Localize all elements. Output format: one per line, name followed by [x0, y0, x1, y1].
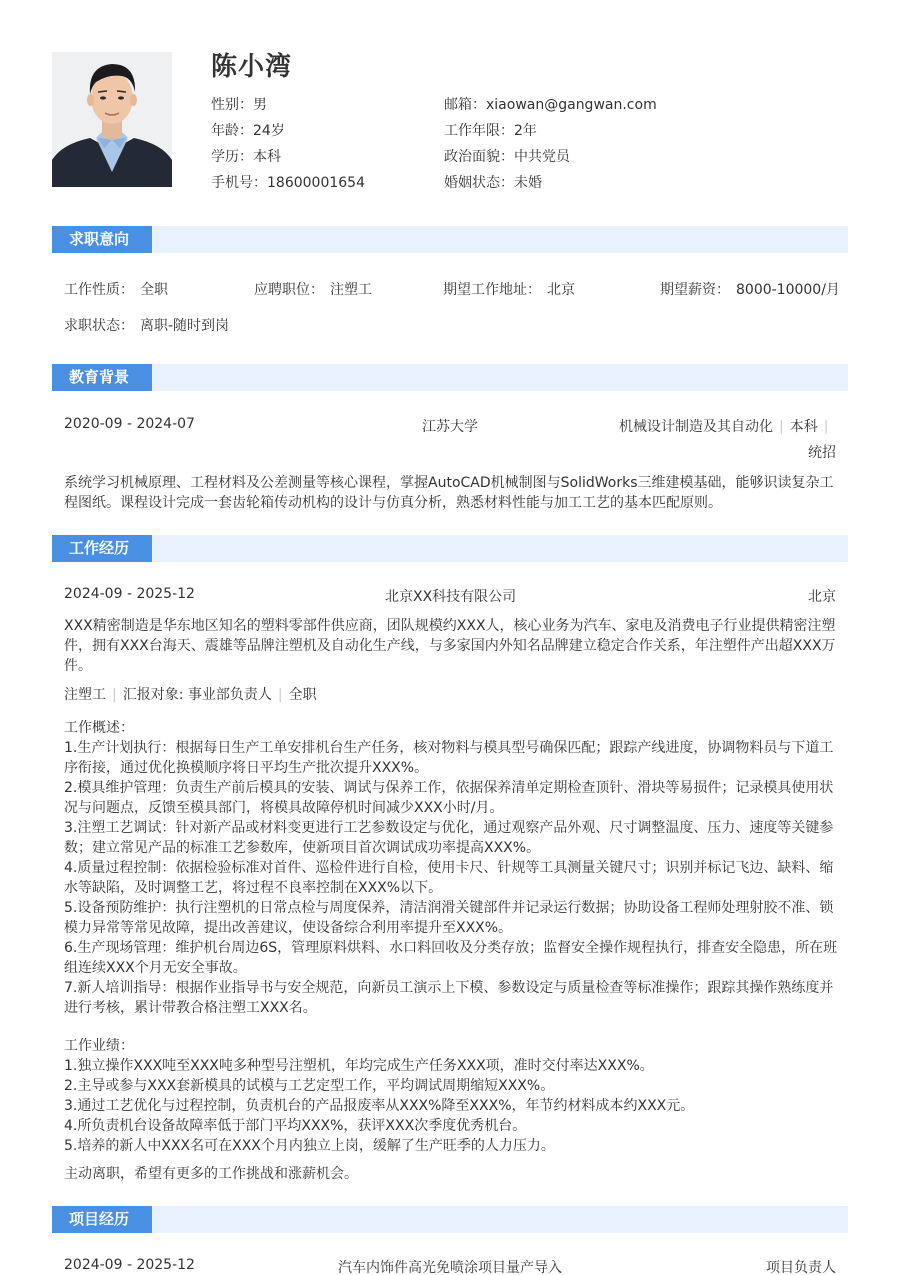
candidate-name: 陈小湾 [211, 52, 293, 82]
work-overview-title: 工作概述： [64, 720, 134, 736]
work-years-value: 2年 [514, 123, 537, 139]
section-title-intent: 求职意向 [52, 226, 152, 253]
education-field [211, 146, 281, 166]
intent-salary-value: 8000-10000/月 [736, 282, 840, 298]
intent-nature-label: 工作性质： [64, 282, 134, 298]
overview-item: 7.新人培训指导：根据作业指导书与安全规范，向新员工演示上下模、参数设定与质量检查等标准操作；跟踪其操作熟练度并进行考核，累计带教合格注塑工XXX名。 [64, 980, 834, 1016]
education-value: 本科 [253, 149, 281, 165]
section-title-work: 工作经历 [52, 535, 152, 562]
education-school: 江苏大学 [422, 419, 478, 435]
work-city: 北京 [808, 589, 836, 605]
email-field [444, 94, 657, 114]
intent-position [254, 279, 372, 299]
gender-label: 性别： [211, 97, 253, 113]
separator: | [112, 687, 117, 703]
work-leave-reason: 主动离职，希望有更多的工作挑战和涨薪机会。 [64, 1166, 358, 1182]
intent-position-value: 注塑工 [330, 282, 372, 298]
work-period: 2024-09 - 2025-12 [64, 586, 195, 602]
section-header-work [52, 535, 848, 562]
section-title-project: 项目经历 [52, 1206, 152, 1233]
intent-nature-value: 全职 [140, 282, 168, 298]
gender-value: 男 [253, 97, 267, 113]
political-field [444, 146, 570, 166]
intent-salary [660, 279, 840, 299]
work-achievements [64, 1036, 839, 1156]
age-value: 24岁 [253, 123, 285, 139]
intent-status-label: 求职状态： [64, 318, 134, 334]
section-header-intent [52, 226, 848, 253]
section-header-project [52, 1206, 848, 1233]
work-achievements-title: 工作业绩： [64, 1038, 134, 1054]
achievement-item: 1.独立操作XXX吨至XXX吨多种型号注塑机，年均完成生产任务XXX项，准时交付率达XXX%。 [64, 1058, 654, 1074]
marital-label: 婚姻状态： [444, 175, 514, 191]
education-degree: 本科 [789, 419, 818, 435]
project-role: 项目负责人 [766, 1260, 836, 1275]
education-type: 统招 [808, 445, 836, 461]
overview-item: 1.生产计划执行：根据每日生产工单安排机台生产任务，核对物料与模具型号确保匹配；跟踪产线进度，协调物料员与下道工序衔接，通过优化换模顺序将日平均生产批次提升XXX%。 [64, 740, 834, 776]
age-field [211, 120, 285, 140]
political-value: 中共党员 [514, 149, 570, 165]
intent-status [64, 315, 229, 335]
education-period: 2020-09 - 2024-07 [64, 416, 195, 432]
section-header-education [52, 364, 848, 391]
marital-field [444, 172, 542, 192]
overview-item: 3.注塑工艺调试：针对新产品或材料变更进行工艺参数设定与优化，通过观察产品外观、尺寸调整温度、压力、速度等关键参数；建立常见产品的标准工艺参数库，使新项目首次调试成功率提高XXX%。 [64, 820, 834, 856]
separator: | [823, 419, 829, 435]
education-major-line [619, 416, 834, 436]
intent-location-value: 北京 [547, 282, 575, 298]
intent-status-value: 离职-随时到岗 [140, 318, 230, 334]
project-name: 汽车内饰件高光免喷涂项目量产导入 [338, 1260, 562, 1275]
phone-value: 18600001654 [267, 175, 365, 191]
intent-location [443, 279, 575, 299]
email-value: xiaowan@gangwan.com [486, 97, 657, 113]
work-role: 注塑工 [64, 687, 106, 703]
achievement-item: 3.通过工艺优化与过程控制，负责机台的产品报废率从XXX%降至XXX%，年节约材料成本约XXX元。 [64, 1098, 695, 1114]
avatar-image [52, 52, 172, 187]
education-label: 学历： [211, 149, 253, 165]
intent-location-label: 期望工作地址： [443, 282, 541, 298]
achievement-item: 4.所负责机台设备故障率低于部门平均XXX%，获评XXX次季度优秀机台。 [64, 1118, 527, 1134]
achievement-item: 5.培养的新人中XXX名可在XXX个月内独立上岗，缓解了生产旺季的人力压力。 [64, 1138, 555, 1154]
work-overview [64, 718, 839, 1018]
phone-label: 手机号： [211, 175, 267, 191]
work-years-field [444, 120, 537, 140]
work-job-type: 全职 [288, 687, 317, 703]
political-label: 政治面貌： [444, 149, 514, 165]
education-description: 系统学习机械原理、工程材料及公差测量等核心课程，掌握AutoCAD机械制图与SolidWorks三维建模基础，能够识读复杂工程图纸。课程设计完成一套齿轮箱传动机构的设计与仿真分析，熟悉材料性能与加工工艺的基本匹配原则。 [64, 475, 834, 511]
intent-salary-label: 期望薪资： [660, 282, 730, 298]
education-major: 机械设计制造及其自动化 [619, 419, 773, 435]
overview-item: 5.设备预防维护：执行注塑机的日常点检与周度保养，清洁润滑关键部件并记录运行数据；协助设备工程师处理射胶不准、锁模力异常等常见故障，提出改善建议，使设备综合利用率提升至XXX%。 [64, 900, 834, 936]
overview-item: 6.生产现场管理：维护机台周边6S，管理原料烘料、水口料回收及分类存放；监督安全操作规程执行，排查安全隐患，所在班组连续XXX个月无安全事故。 [64, 940, 838, 976]
age-label: 年龄： [211, 123, 253, 139]
overview-item: 2.模具维护管理：负责生产前后模具的安装、调试与保养工作，依据保养清单定期检查顶针、滑块等易损件；记录模具使用状况与问题点，反馈至模具部门，将模具故障停机时间减少XXX小时/月。 [64, 780, 834, 816]
intent-nature [64, 279, 168, 299]
profile-photo [52, 52, 172, 187]
work-years-label: 工作年限： [444, 123, 514, 139]
intent-position-label: 应聘职位： [254, 282, 324, 298]
marital-value: 未婚 [514, 175, 542, 191]
work-role-line [64, 684, 317, 704]
email-label: 邮箱： [444, 97, 486, 113]
achievement-item: 2.主导或参与XXX套新模具的试模与工艺定型工作，平均调试周期缩短XXX%。 [64, 1078, 555, 1094]
separator: | [277, 687, 283, 703]
section-title-education: 教育背景 [52, 364, 152, 391]
overview-item: 4.质量过程控制：依据检验标准对首件、巡检件进行自检，使用卡尺、针规等工具测量关键尺寸；识别并标记飞边、缺料、缩水等缺陷，及时调整工艺，将过程不良率控制在XXX%以下。 [64, 860, 834, 896]
project-period: 2024-09 - 2025-12 [64, 1257, 195, 1273]
work-company-description: XXX精密制造是华东地区知名的塑料零部件供应商，团队规模约XXX人，核心业务为汽车、家电及消费电子行业提供精密注塑件，拥有XXX台海天、震雄等品牌注塑机及自动化生产线，与多家国内外知名品牌建立稳定合作关系，年注塑件产出超XXX万件。 [64, 618, 836, 674]
work-report-to: 汇报对象: 事业部负责人 [122, 687, 272, 703]
work-company: 北京XX科技有限公司 [385, 589, 517, 605]
gender-field [211, 94, 267, 114]
phone-field [211, 172, 365, 192]
separator: | [779, 419, 784, 435]
